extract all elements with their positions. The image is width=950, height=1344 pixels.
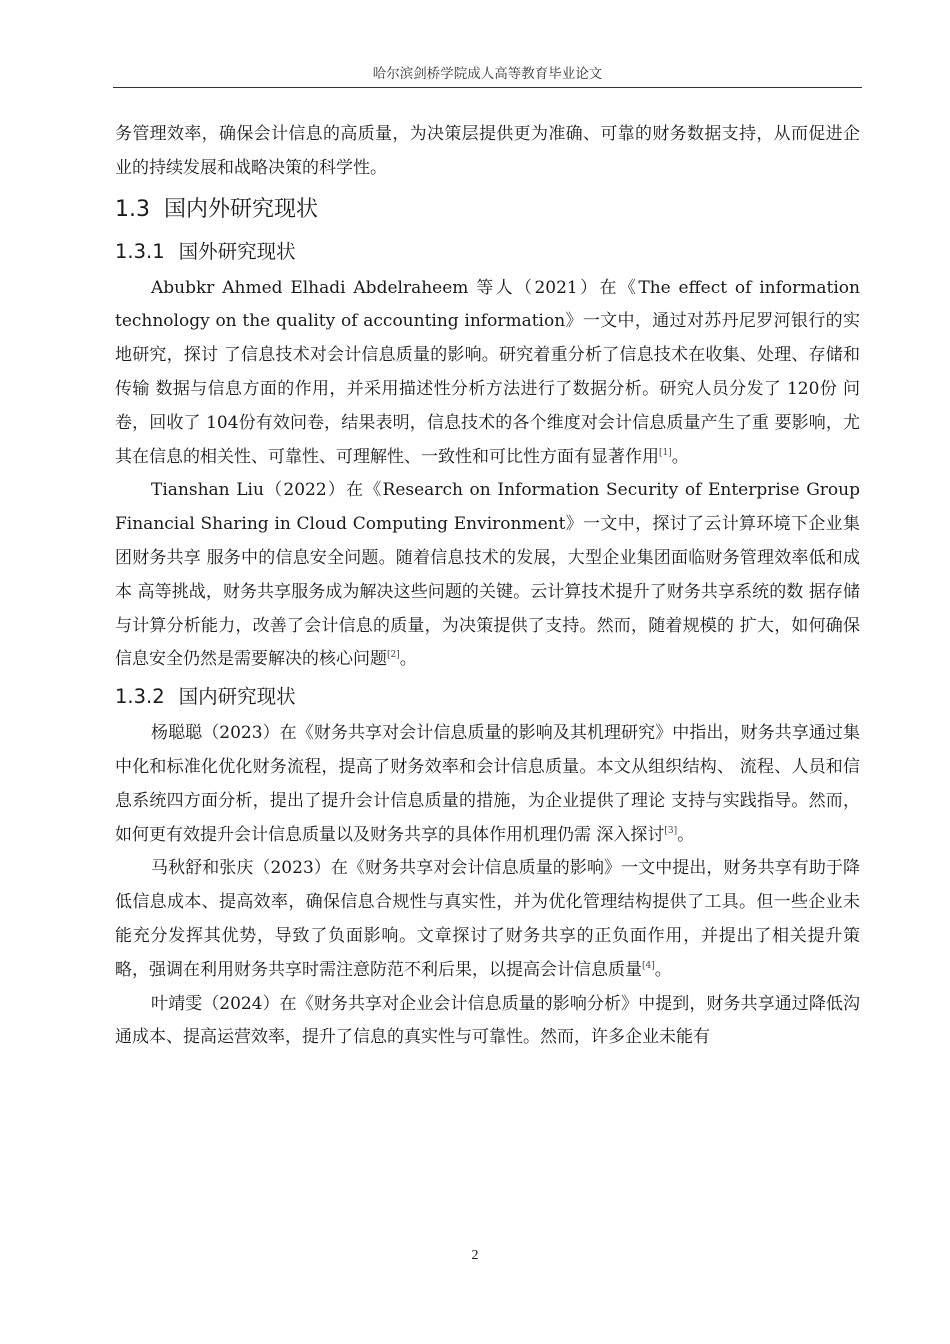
section-number: 1.3 bbox=[115, 196, 150, 222]
paragraph-text: Tianshan Liu（2022）在《Research on Information Security of Enterprise Group Financial Sharing in Cloud Computing Environment》一文中，探讨了云计算环境下企业集团财务共享 服务中的信息安全问题。随着信息技术的发展，大型企业集团面临财务管理效率低和成本 高等挑战，财务共享服务成为解决这些问题的关键。云计算技术提升了财务共享系统的数 据存储与计算分析能力，改善了会计信息的质量，为决策提供了支持。然而，随着规模的 扩大，如何确保信息安全仍然是需要解决的核心问题 bbox=[115, 480, 860, 670]
paragraph-text: 马秋舒和张庆（2023）在《财务共享对会计信息质量的影响》一文中提出，财务共享有助于降低信息成本、提高效率，确保信息合规性与真实性，并为优化管理结构提供了工具。但一些企业未能充分发挥其优势，导致了负面影响。文章探讨了财务共享的正负面作用，并提出了相关提升策略，强调在利用财务共享时需注意防范不利后果，以提高会计信息质量 bbox=[115, 858, 860, 980]
subsection-title: 国内研究现状 bbox=[178, 685, 296, 709]
paragraph-end: 。 bbox=[677, 824, 695, 845]
paragraph-end: 。 bbox=[399, 649, 417, 670]
citation-ref-4: [4] bbox=[642, 960, 655, 971]
citation-ref-3: [3] bbox=[664, 825, 678, 836]
subsection-number: 1.3.2 bbox=[115, 685, 165, 709]
subsection-number: 1.3.1 bbox=[115, 239, 165, 263]
paragraph-ye: 叶靖雯（2024）在《财务共享对企业会计信息质量的影响分析》中提到，财务共享通过降低沟通成本、提高运营效率，提升了信息的真实性与可靠性。然而，许多企业未能有 bbox=[115, 993, 860, 1048]
section-title: 国内外研究现状 bbox=[164, 196, 319, 222]
citation-ref-2: [2] bbox=[387, 650, 400, 661]
subsection-heading-1-3-2 bbox=[115, 679, 860, 715]
paragraph-end: 。 bbox=[654, 959, 672, 980]
page-header: 哈尔滨剑桥学院成人高等教育毕业论文 bbox=[372, 66, 603, 82]
subsection-heading-1-3-1 bbox=[115, 234, 860, 270]
document-body bbox=[115, 118, 860, 1055]
paragraph-liu bbox=[115, 474, 860, 677]
paragraph-yang bbox=[115, 717, 860, 852]
paragraph-text: Abubkr Ahmed Elhadi Abdelraheem 等人（2021）在《The effect of information technology on the quality of accounting information》一文中，通过对苏丹尼罗河银行的实地研究，探讨 了信息技术对会计信息质量的影响。研究着重分析了信息技术在收集、处理、存储和传输 数据与信息方面的作用，并采用描述性分析方法进行了数据分析。研究人员分发了 120份 问卷，回收了 104份有效问卷，结果表明，信息技术的各个维度对会计信息质量产生了重 要影响，尤其在信息的相关性、可靠性、可理解性、一致性和可比性方面有显著作用 bbox=[115, 277, 860, 467]
paragraph-end: 。 bbox=[671, 446, 689, 467]
header-divider bbox=[113, 87, 862, 88]
paragraph-continued: 务管理效率，确保会计信息的高质量，为决策层提供更为准确、可靠的财务数据支持，从而促进企业的持续发展和战略决策的科学性。 bbox=[115, 124, 860, 178]
paragraph-abdelraheem bbox=[115, 272, 860, 475]
paragraph-ma-zhang bbox=[115, 852, 860, 987]
subsection-title: 国外研究现状 bbox=[178, 239, 296, 263]
page-number: 2 bbox=[471, 1248, 479, 1263]
paragraph-text: 杨聪聪（2023）在《财务共享对会计信息质量的影响及其机理研究》中指出，财务共享通过集中化和标准化优化财务流程，提高了财务效率和会计信息质量。本文从组织结构、 流程、人员和信息系统四方面分析，提出了提升会计信息质量的措施，为企业提供了理论 支持与实践指导。然而，如何更有效提升会计信息质量以及财务共享的具体作用机理仍需 深入探讨 bbox=[115, 723, 860, 845]
citation-ref-1: [1] bbox=[659, 447, 672, 458]
section-heading-1-3 bbox=[115, 190, 860, 230]
